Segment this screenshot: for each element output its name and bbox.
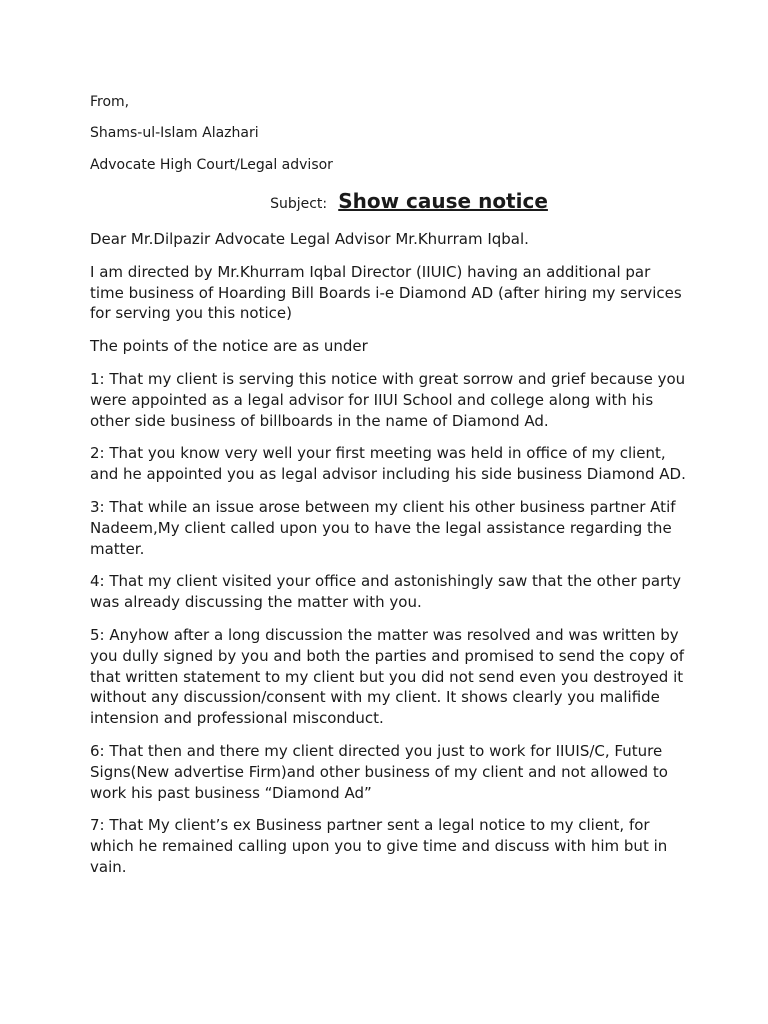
sender-title: Advocate High Court/Legal advisor <box>90 157 333 173</box>
sender-name: Shams-ul-Islam Alazhari <box>90 125 259 141</box>
subject-label: Subject: <box>270 196 328 212</box>
paragraph-point-3: 3: That while an issue arose between my client his other business partner Atif Nadeem,My client called upon you to have the legal assistance regarding the matter. <box>90 497 676 558</box>
subject-heading: Show cause notice <box>338 189 548 213</box>
paragraph-point-6: 6: That then and there my client directed you just to work for IIUIS/C, Future Signs(New advertise Firm)and other business of my client and not allowed to work his past business “Diamond Ad” <box>90 741 668 802</box>
paragraph-point-5: 5: Anyhow after a long discussion the matter was resolved and was written by you dully signed by you and both the parties and promised to send the copy of that written statement to my client but you did not send even you destroyed it without any discussion/consent with my client. It shows clearly you malifide intension and professional misconduct. <box>90 625 685 728</box>
paragraph-point-1: 1: That my client is serving this notice with great sorrow and grief because you were appointed as a legal advisor for IIUI School and college along with his other side business of billboards in the name of Diamond Ad. <box>90 369 686 430</box>
salutation: Dear Mr.Dilpazir Advocate Legal Advisor Mr.Khurram Iqbal. <box>90 230 529 248</box>
subject-line <box>90 189 688 213</box>
from-label: From, <box>90 94 130 110</box>
paragraph-point-4: 4: That my client visited your office and astonishingly saw that the other party was already discussing the matter with you. <box>90 572 682 612</box>
paragraph-intro: I am directed by Mr.Khurram Iqbal Director (IIUIC) having an additional par time business of Hoarding Bill Boards i-e Diamond AD (after hiring my services for serving you this notice) <box>90 262 682 323</box>
paragraph-point-7: 7: That My client’s ex Business partner sent a legal notice to my client, for which he remained calling upon you to give time and discuss with him but in vain. <box>90 816 668 876</box>
paragraph-points-heading: The points of the notice are as under <box>90 337 368 356</box>
paragraph-point-2: 2: That you know very well your first meeting was held in office of my client, and he appointed you as legal advisor including his side business Diamond AD. <box>90 444 686 484</box>
